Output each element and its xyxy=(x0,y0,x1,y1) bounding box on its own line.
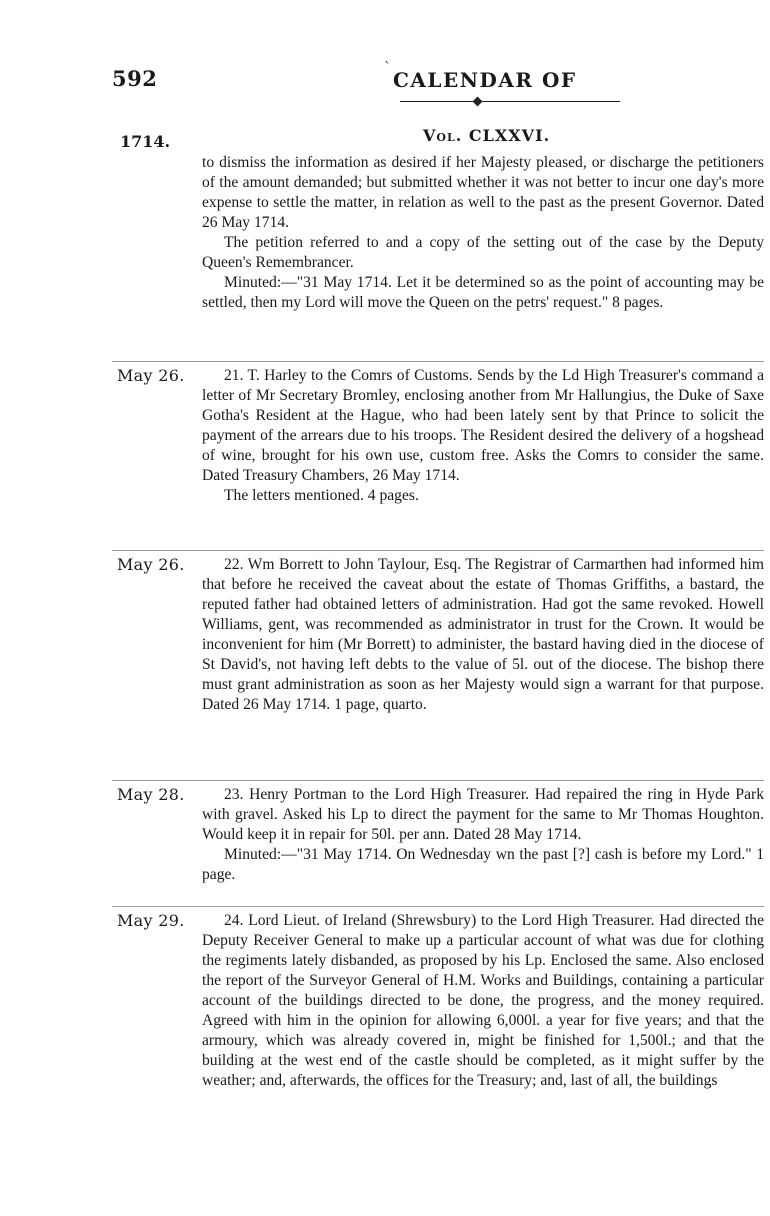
entry-date: May 28. xyxy=(117,785,185,804)
volume-label: Vol. CLXXVI. xyxy=(423,126,551,145)
entry-separator xyxy=(112,780,764,781)
entry-separator xyxy=(112,361,764,362)
entry-separator xyxy=(112,906,764,907)
entry-22 xyxy=(202,555,764,715)
stray-mark: ` xyxy=(384,60,391,76)
entry-date: May 26. xyxy=(117,555,185,574)
entry-paragraph: The letters mentioned. 4 pages. xyxy=(224,487,419,504)
header-rule-ornament xyxy=(473,97,483,107)
entry-paragraph: The petition referred to and a copy of the setting out of the case by the Deputy Queen's Remembrancer. xyxy=(202,234,764,271)
header-rule xyxy=(400,101,620,102)
entry-paragraph: 23. Henry Portman to the Lord High Treasurer. Had repaired the ring in Hyde Park with gravel. Asked his Lp to direct the payment for the same to Mr Thomas Houghton. Would keep it in repair for 50l. per ann. Dated 28 May 1714. xyxy=(202,786,764,843)
running-head: CALENDAR OF xyxy=(393,68,577,92)
page-number: 592 xyxy=(112,66,158,91)
entry-paragraph: 22. Wm Borrett to John Taylour, Esq. The Registrar of Carmarthen had informed him that before he received the caveat about the estate of Thomas Griffiths, a bastard, the reputed father had obtained letters of administration. Had got the same revoked. Howell Williams, gent, was recommended as administrator in trust for the Crown. It would be inconvenient for him (Mr Borrett) to administer, the bastard having died in the diocese of St David's, not having left debts to the value of 5l. out of the diocese. The bishop there must grant administration as soon as her Majesty would sign a warrant for that purpose. Dated 26 May 1714. 1 page, quarto. xyxy=(202,556,764,713)
entry-21 xyxy=(202,366,764,506)
entry-paragraph: to dismiss the information as desired if her Majesty pleased, or discharge the petitioners of the amount demanded; but submitted whether it was not better to incur one day's more expense to settle the matter, in relation as well to the past as the present Governor. Dated 26 May 1714. xyxy=(202,154,764,231)
entry-date: May 26. xyxy=(117,366,185,385)
volume-heading xyxy=(423,126,550,145)
entry-minute: Minuted:—"31 May 1714. Let it be determined so as the point of accounting may be settled, then my Lord will move the Queen on the petrs' request." 8 pages. xyxy=(202,274,764,311)
entry-24 xyxy=(202,911,764,1091)
entry-date: May 29. xyxy=(117,911,185,930)
entry-paragraph: 21. T. Harley to the Comrs of Customs. Sends by the Ld High Treasurer's command a letter of Mr Secretary Bromley, enclosing another from Mr Hallungius, the Duke of Saxe Gotha's Resident at the Hague, who had been lately sent by that Prince to solicit the payment of the arrears due to his troops. The Resident desired the delivery of a hogshead of wine, brought for his own use, custom free. Asks the Comrs to consider the same. Dated Treasury Chambers, 26 May 1714. xyxy=(202,367,764,484)
entry-paragraph: 24. Lord Lieut. of Ireland (Shrewsbury) to the Lord High Treasurer. Had directed the Deputy Receiver General to make up a particular account of what was due for clothing the regiments lately disbanded, as proposed by his Lp. Enclosed the same. Also enclosed the report of the Surveyor General of H.M. Works and Buildings, containing a particular account of the buildings directed to be done, the progress, and the money required. Agreed with him in the opinion for allowing 6,000l. a year for five years; and that the armoury, which was already covered in, might be finished for 1,500l.; and that the building at the west end of the castle should be completed, as it might suffer by the weather; and, afterwards, the offices for the Treasury; and, last of all, the buildings xyxy=(202,912,764,1089)
entry-23 xyxy=(202,785,764,885)
entry-separator xyxy=(112,550,764,551)
entry-continuation xyxy=(202,153,764,313)
entry-minute: Minuted:—"31 May 1714. On Wednesday wn the past [?] cash is before my Lord." 1 page. xyxy=(202,846,764,883)
margin-year: 1714. xyxy=(120,132,171,151)
